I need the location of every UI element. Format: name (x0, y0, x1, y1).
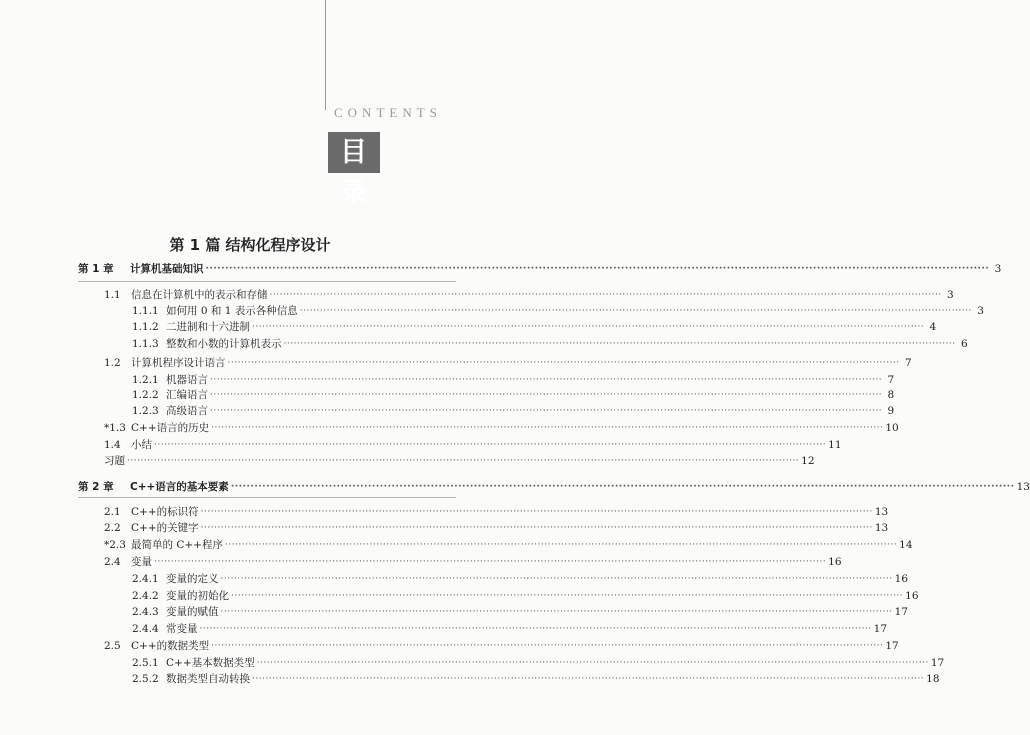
toc-subsection-entry (132, 672, 940, 686)
toc-entry-number: 1.1.1 (132, 305, 159, 317)
toc-entry-label (132, 672, 250, 686)
toc-subsection-entry (132, 320, 937, 334)
toc-page-number: 17 (894, 606, 909, 618)
dot-leader: ········································································································································································································ (205, 264, 990, 274)
toc-entry-title: 汇编语言 (166, 389, 208, 401)
toc-section-entry (104, 521, 889, 535)
toc-section-entry (104, 505, 889, 519)
toc-entry-number: *2.3 (104, 539, 126, 551)
toc-page-number: 11 (828, 439, 842, 451)
chapter-separator-line (78, 497, 456, 498)
toc-entry-title: 二进制和十六进制 (166, 321, 250, 333)
toc-entry-label (132, 622, 198, 636)
toc-entry-label (132, 605, 219, 619)
dot-leader: ········································································································································································································ (252, 322, 925, 332)
toc-page-number: 16 (894, 573, 909, 585)
toc-entry-number: 1.1 (104, 289, 121, 301)
toc-page-number: 10 (885, 422, 899, 434)
toc-subsection-entry (132, 388, 895, 402)
dot-leader: ········································································································································································································ (231, 591, 904, 601)
toc-entry-number: 1.1.3 (132, 338, 159, 350)
toc-entry-number: 2.4.3 (132, 606, 159, 618)
toc-section-entry (104, 639, 899, 653)
dot-leader: ········································································································································································································ (200, 523, 873, 533)
toc-page-number: 13 (1016, 481, 1030, 493)
toc-chapter-entry (78, 262, 1002, 276)
toc-entry-label (132, 404, 208, 418)
toc-entry-title: 高级语言 (166, 405, 208, 417)
toc-entry-label (132, 320, 250, 334)
toc-chapter-entry (78, 480, 1030, 494)
toc-entry-title: 数据类型自动转换 (166, 673, 250, 685)
toc-entry-number: 2.4.4 (132, 623, 159, 635)
dot-leader: ········································································································································································································ (283, 339, 956, 349)
toc-entry-number: 1.1.2 (132, 321, 159, 333)
toc-entry-label (132, 572, 219, 586)
toc-subsection-entry (132, 605, 909, 619)
toc-subsection-entry (132, 373, 895, 387)
dot-leader: ········································································································································································································ (252, 674, 925, 684)
toc-entry-title: 计算机基础知识 (130, 263, 204, 275)
dot-leader: ········································································································································································································ (211, 423, 884, 433)
toc-page-number: 6 (960, 338, 968, 350)
contents-label: CONTENTS (334, 105, 442, 120)
toc-entry-number: 1.2.3 (132, 405, 159, 417)
toc-section-entry (104, 438, 842, 452)
toc-entry-number: 1.2 (104, 357, 121, 369)
toc-entry-label (104, 639, 209, 653)
dot-leader: ········································································································································································································ (127, 456, 800, 466)
toc-page-number: 8 (887, 389, 895, 401)
toc-entry-number: 第 1 章 (78, 263, 114, 275)
toc-page-number: 17 (885, 640, 899, 652)
toc-section-entry (104, 454, 815, 468)
toc-section-entry (104, 288, 954, 302)
toc-entry-title: 变量 (131, 556, 152, 568)
toc-page-number: 13 (874, 522, 889, 534)
toc-entry-label (132, 337, 282, 351)
toc-section-entry (104, 538, 913, 552)
toc-subsection-entry (132, 404, 895, 418)
toc-entry-number: 2.4.1 (132, 573, 159, 585)
toc-entry-title: 信息在计算机中的表示和存储 (131, 289, 268, 301)
toc-entry-label (132, 656, 255, 670)
toc-entry-number: 2.2 (104, 522, 121, 534)
toc-subsection-entry (132, 304, 984, 318)
toc-entry-number: 2.1 (104, 506, 121, 518)
toc-section-entry (104, 421, 899, 435)
toc-entry-label (132, 304, 298, 318)
toc-entry-title: C++的标识符 (131, 506, 199, 518)
toc-page-number: 4 (929, 321, 937, 333)
toc-subsection-entry (132, 589, 919, 603)
dot-leader: ········································································································································································································ (199, 624, 872, 634)
dot-leader: ········································································································································································································ (299, 306, 972, 316)
toc-entry-label (104, 505, 199, 519)
toc-entry-number: 1.4 (104, 439, 121, 451)
toc-entry-title: 小结 (131, 439, 152, 451)
toc-subsection-entry (132, 656, 945, 670)
dot-leader: ········································································································································································································ (256, 658, 929, 668)
toc-subsection-entry (132, 337, 968, 351)
dot-leader: ········································································································································································································ (200, 507, 873, 517)
dot-leader: ········································································································································································································ (154, 557, 827, 567)
toc-section-entry (104, 555, 842, 569)
toc-entry-title: 变量的初始化 (166, 590, 229, 602)
part-title: 第 1 篇 结构化程序设计 (169, 236, 331, 254)
toc-page-number: 14 (899, 539, 913, 551)
toc-entry-label (104, 438, 152, 452)
toc-entry-label (132, 388, 208, 402)
toc-page-number: 3 (994, 263, 1002, 275)
toc-page-number: 13 (874, 506, 889, 518)
toc-entry-title: C++的关键字 (131, 522, 199, 534)
toc-entry-number: 2.5.2 (132, 673, 159, 685)
toc-entry-label (104, 356, 226, 370)
toc-entry-number: *1.3 (104, 422, 126, 434)
toc-entry-title: 计算机程序设计语言 (131, 357, 226, 369)
toc-page-number: 18 (926, 673, 940, 685)
toc-entry-label (104, 521, 199, 535)
toc-subsection-entry (132, 622, 888, 636)
toc-entry-number: 2.5.1 (132, 657, 159, 669)
dot-leader: ········································································································································································································ (210, 375, 883, 385)
toc-entry-label (104, 288, 268, 302)
toc-entry-title: 变量的赋值 (166, 606, 219, 618)
dot-leader: ········································································································································································································ (211, 641, 884, 651)
dot-leader: ········································································································································································································ (154, 440, 827, 450)
toc-entry-number: 2.5 (104, 640, 121, 652)
toc-entry-title: 习题 (104, 455, 125, 467)
toc-entry-label (104, 538, 223, 552)
toc-entry-number: 2.4 (104, 556, 121, 568)
toc-entry-number: 第 2 章 (78, 481, 114, 493)
toc-entry-title: 整数和小数的计算机表示 (166, 338, 282, 350)
header-divider-line (325, 0, 326, 110)
dot-leader: ········································································································································································································ (210, 390, 883, 400)
toc-entry-number: 2.4.2 (132, 590, 159, 602)
chapter-separator-line (78, 281, 456, 282)
toc-entry-label (104, 555, 152, 569)
toc-page-number: 16 (828, 556, 842, 568)
dot-leader: ········································································································································································································ (220, 607, 893, 617)
toc-entry-title: 变量的定义 (166, 573, 219, 585)
toc-entry-title: 机器语言 (166, 374, 208, 386)
toc-section-entry (104, 356, 912, 370)
toc-entry-label (104, 421, 209, 435)
dot-leader: ········································································································································································································ (227, 358, 900, 368)
toc-entry-title: 最简单的 C++程序 (131, 539, 223, 551)
toc-entry-title: C++的数据类型 (131, 640, 210, 652)
toc-page-number: 12 (801, 455, 815, 467)
toc-page-number: 7 (904, 357, 912, 369)
dot-leader: ········································································································································································································ (269, 290, 942, 300)
toc-entry-label (78, 262, 204, 276)
toc-entry-title: C++基本数据类型 (166, 657, 255, 669)
toc-title: 目录 (328, 132, 380, 173)
toc-page-number: 9 (887, 405, 895, 417)
toc-page-number: 3 (946, 289, 954, 301)
toc-entry-label (132, 373, 208, 387)
toc-entry-label (132, 589, 229, 603)
toc-page-number: 7 (887, 374, 895, 386)
toc-entry-number: 1.2.1 (132, 374, 159, 386)
toc-entry-title: C++语言的基本要素 (130, 481, 229, 493)
toc-subsection-entry (132, 572, 909, 586)
dot-leader: ········································································································································································································ (220, 574, 893, 584)
toc-page-number: 16 (905, 590, 919, 602)
toc-page-number: 17 (930, 657, 945, 669)
toc-entry-title: 常变量 (166, 623, 198, 635)
toc-page-number: 17 (873, 623, 888, 635)
toc-entry-label (104, 454, 125, 468)
toc-entry-number: 1.2.2 (132, 389, 159, 401)
dot-leader: ········································································································································································································ (230, 482, 1015, 492)
toc-entry-label (78, 480, 229, 494)
dot-leader: ········································································································································································································ (210, 406, 883, 416)
toc-entry-title: 如何用 0 和 1 表示各种信息 (166, 305, 298, 317)
dot-leader: ········································································································································································································ (224, 540, 898, 550)
toc-entry-title: C++语言的历史 (131, 422, 210, 434)
toc-page-number: 3 (977, 305, 984, 317)
